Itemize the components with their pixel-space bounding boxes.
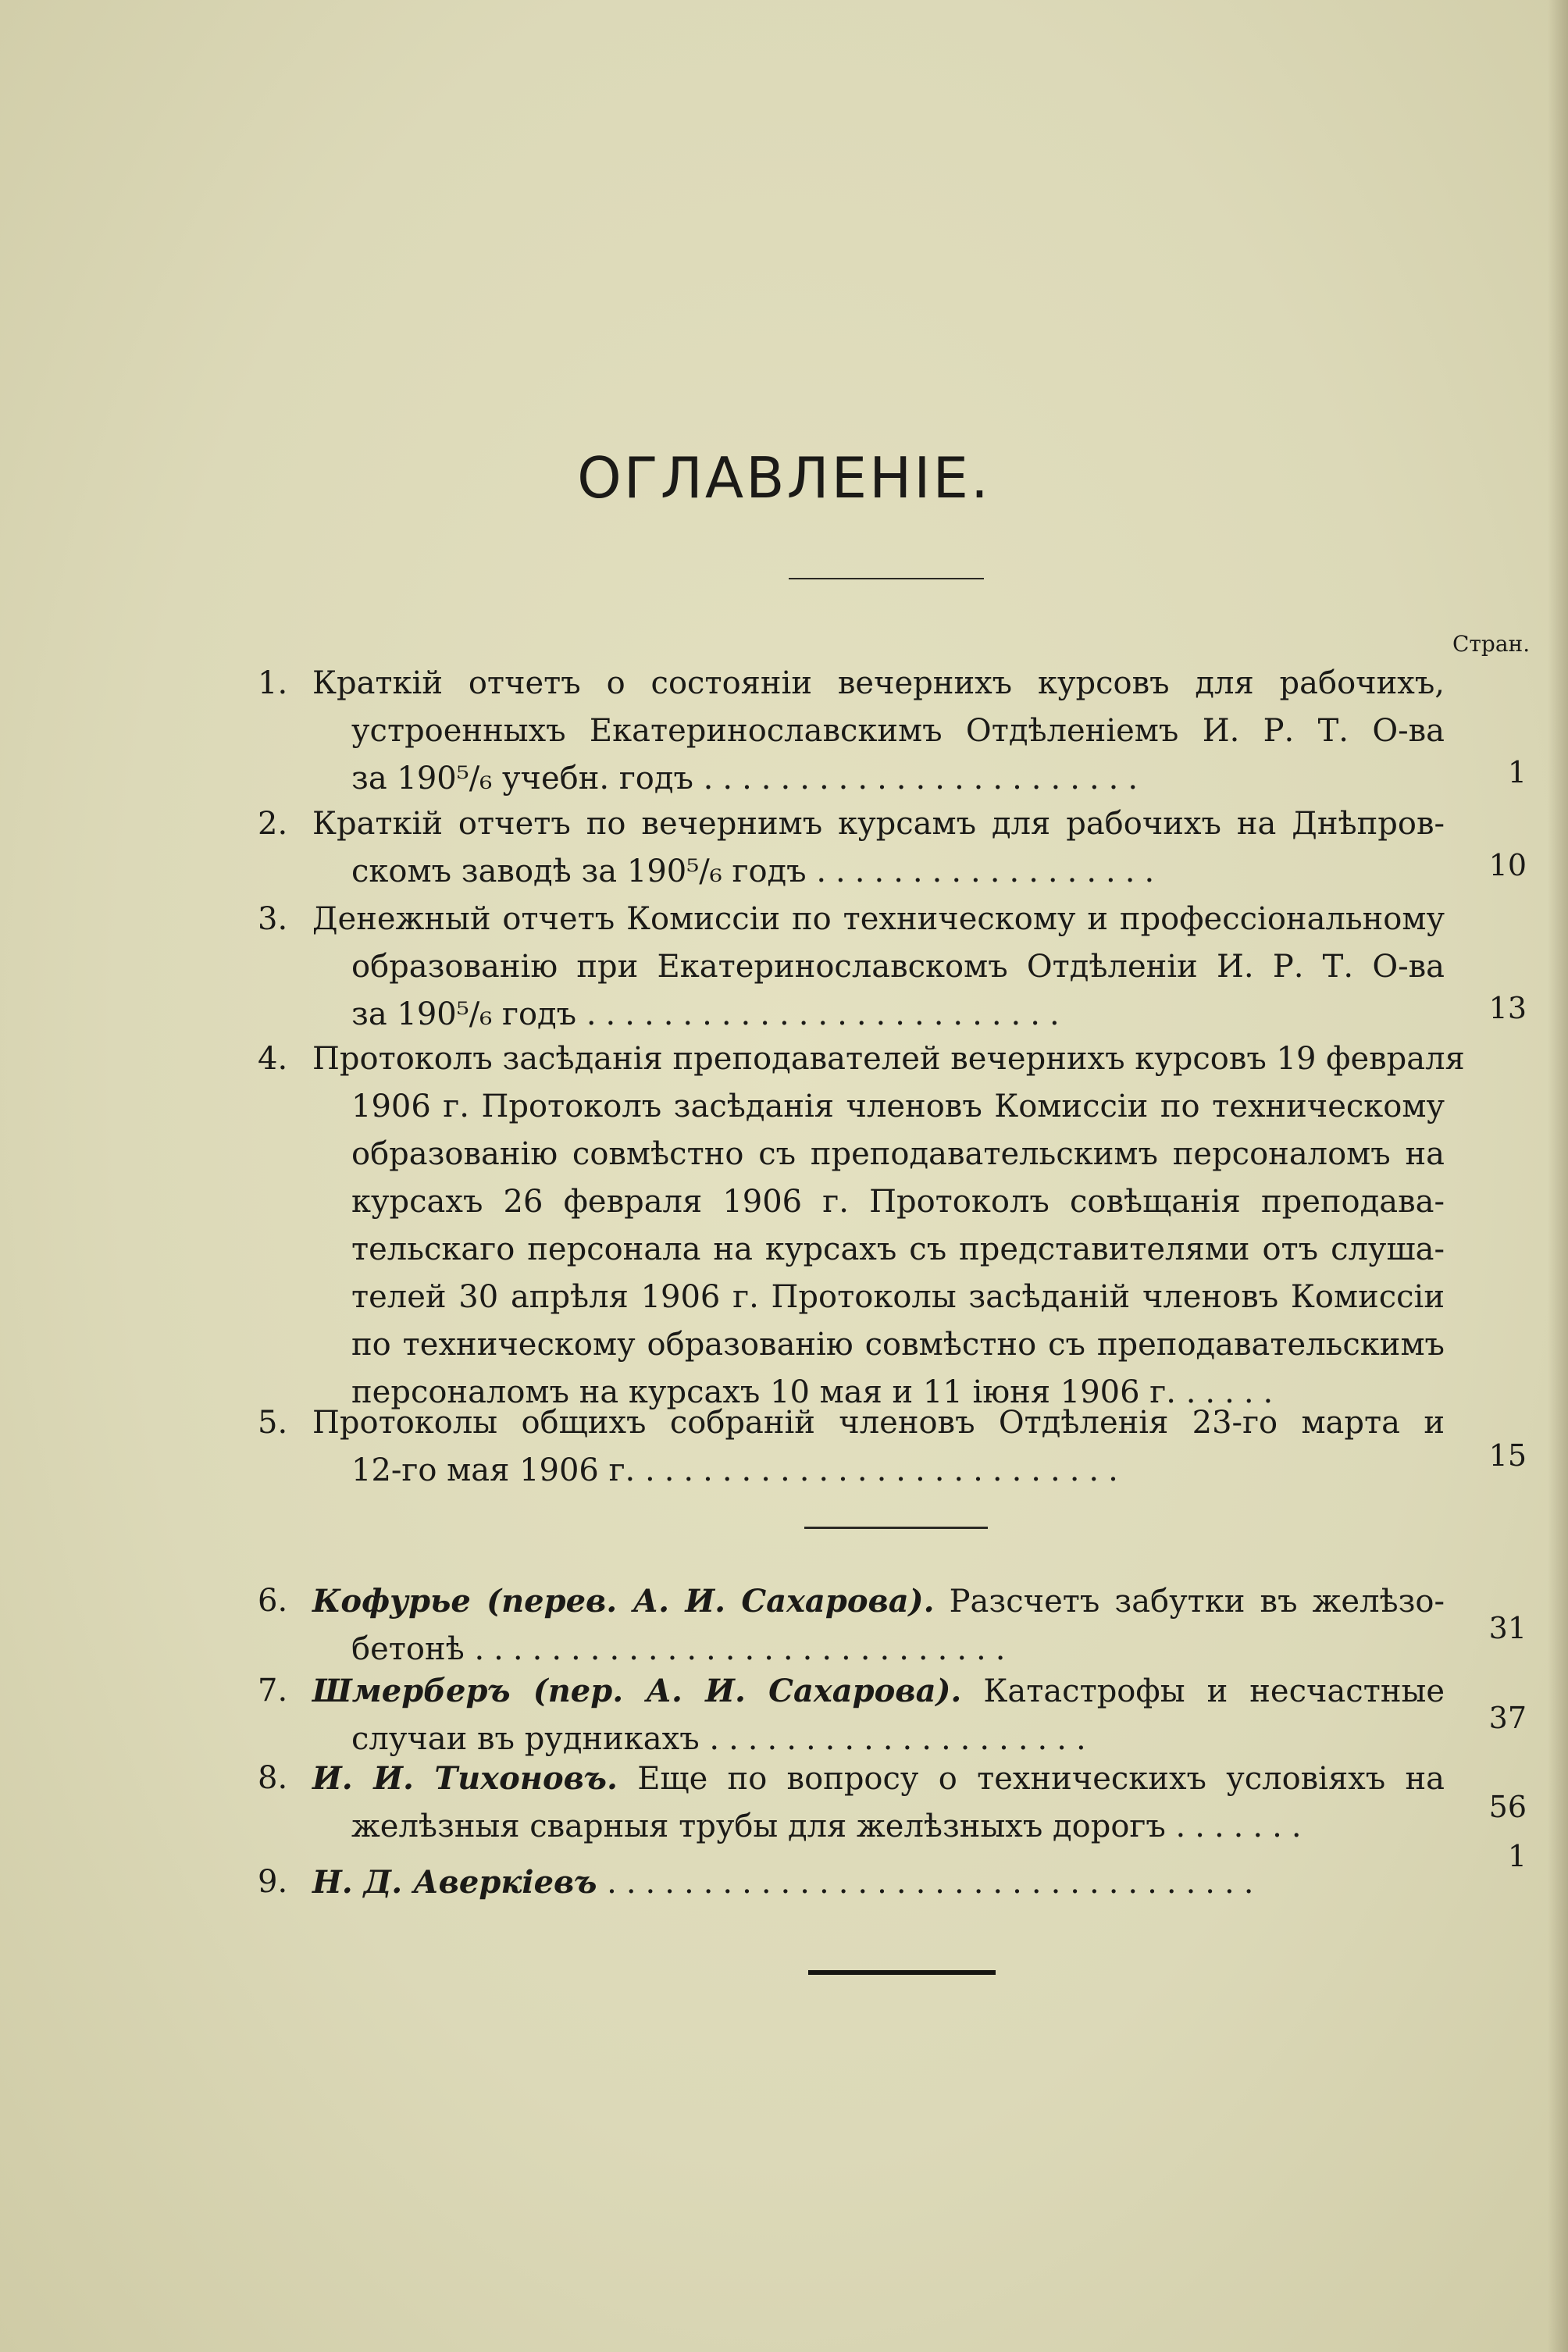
entry-line: случаи въ рудникахъ	[351, 1721, 700, 1757]
entry-line: образованію совмѣстно съ преподавательскимъ персоналомъ на	[351, 1136, 1445, 1172]
entry-line: скомъ заводѣ за 190⁵/₆ годъ	[351, 853, 807, 889]
entry-line: Протоколы общихъ собраній членовъ Отдѣленія 23-го марта и	[312, 1405, 1445, 1441]
entry-author: И. И. Тихоновъ.	[312, 1760, 618, 1797]
entry-number: 5.	[258, 1405, 288, 1441]
entry-line: Краткій отчетъ о состояніи вечернихъ курсовъ для рабочихъ,	[312, 665, 1445, 701]
leader-dots: .....	[1185, 1374, 1283, 1410]
entry-line: курсахъ 26 февраля 1906 г. Протоколъ совѣщанія преподава-	[351, 1184, 1445, 1220]
entry-page-number: 31	[1488, 1611, 1527, 1645]
entry-line: телей 30 апрѣля 1906 г. Протоколы засѣданій членовъ Комиссіи	[351, 1279, 1445, 1315]
entry-page-number: 37	[1488, 1701, 1527, 1735]
entry-line: устроенныхъ Екатеринославскимъ Отдѣленіемъ И. Р. Т. О-ва	[351, 713, 1445, 749]
toc-entry-8	[258, 1755, 1445, 1851]
entry-line: Протоколъ засѣданія преподавателей вечернихъ курсовъ 19 февраля	[312, 1041, 1465, 1077]
toc-entry-1	[258, 660, 1445, 803]
toc-entry-3	[258, 896, 1445, 1039]
entry-number: 2.	[258, 806, 288, 842]
leader-dots: ............................	[474, 1631, 1015, 1667]
leader-dots: ....................	[709, 1721, 1096, 1757]
toc-entry-6	[258, 1577, 1445, 1673]
entry-author: Кофурье (перев. А. И. Сахарова).	[312, 1583, 935, 1620]
entry-line: образованію при Екатеринославскомъ Отдѣленіи И. Р. Т. О-ва	[351, 949, 1445, 985]
entry-page-number: 15	[1488, 1438, 1527, 1473]
entry-author: Н. Д. Аверкіевъ	[312, 1864, 597, 1901]
entry-number: 9.	[258, 1864, 288, 1900]
entry-line: по техническому образованію совмѣстно съ преподавательскимъ	[351, 1327, 1445, 1363]
leader-dots: .........................	[644, 1452, 1128, 1488]
entry-line: 12-го мая 1906 г.	[351, 1452, 636, 1488]
entry-line: Еще по вопросу о техническихъ условіяхъ на	[637, 1761, 1445, 1797]
section-divider	[804, 1527, 988, 1529]
entry-line: Катастрофы и несчастные	[983, 1673, 1445, 1709]
toc-entry-2	[258, 800, 1445, 896]
page-edge-shadow	[1548, 0, 1568, 2352]
entry-line: Денежный отчетъ Комиссіи по техническому и профессіональному	[312, 901, 1445, 937]
page-title: ОГЛАВЛЕНІЕ.	[577, 445, 991, 511]
entry-line: бетонѣ	[351, 1631, 465, 1667]
leader-dots: .......................	[703, 761, 1148, 796]
toc-entry-5	[258, 1399, 1445, 1495]
entry-line: тельскаго персонала на курсахъ съ представителями отъ слуша-	[351, 1231, 1445, 1267]
leader-dots: ..................	[816, 853, 1164, 889]
entry-line: за 190⁵/₆ учебн. годъ	[351, 761, 693, 796]
entry-author: Шмерберъ (пер. А. И. Сахарова).	[312, 1673, 962, 1709]
leader-dots: ..................................	[607, 1865, 1263, 1901]
entry-line: Разсчетъ забутки въ желѣзо-	[949, 1584, 1445, 1620]
toc-entry-9	[258, 1858, 1445, 1907]
leader-dots: .........................	[586, 996, 1069, 1032]
entry-line: 1906 г. Протоколъ засѣданія членовъ Комиссіи по техническому	[351, 1089, 1445, 1124]
entry-number: 7.	[258, 1673, 288, 1709]
entry-page-number: 10	[1488, 848, 1527, 882]
entry-number: 6.	[258, 1583, 288, 1619]
entry-line: желѣзныя сварныя трубы для желѣзныхъ дорогъ	[351, 1809, 1166, 1844]
entry-number: 3.	[258, 901, 288, 937]
entry-number: 4.	[258, 1041, 288, 1077]
entry-page-number: 1	[1507, 1839, 1527, 1873]
toc-entry-4	[258, 1035, 1465, 1417]
entry-page-number: 13	[1488, 991, 1527, 1025]
entry-number: 8.	[258, 1760, 288, 1796]
entry-line: персоналомъ на курсахъ 10 мая и 11 іюня 1906 г.	[351, 1374, 1176, 1410]
entry-number: 1.	[258, 665, 288, 701]
title-divider	[789, 578, 984, 579]
entry-page-number: 1	[1507, 755, 1527, 789]
entry-line: Краткій отчетъ по вечернимъ курсамъ для рабочихъ на Днѣпров-	[312, 806, 1445, 842]
toc-entry-7	[258, 1667, 1445, 1763]
end-divider	[808, 1970, 996, 1975]
entry-page-number: 56	[1488, 1790, 1527, 1824]
page-column-header: Стран.	[1452, 631, 1531, 657]
leader-dots: .......	[1175, 1809, 1311, 1844]
entry-line: за 190⁵/₆ годъ	[351, 996, 577, 1032]
